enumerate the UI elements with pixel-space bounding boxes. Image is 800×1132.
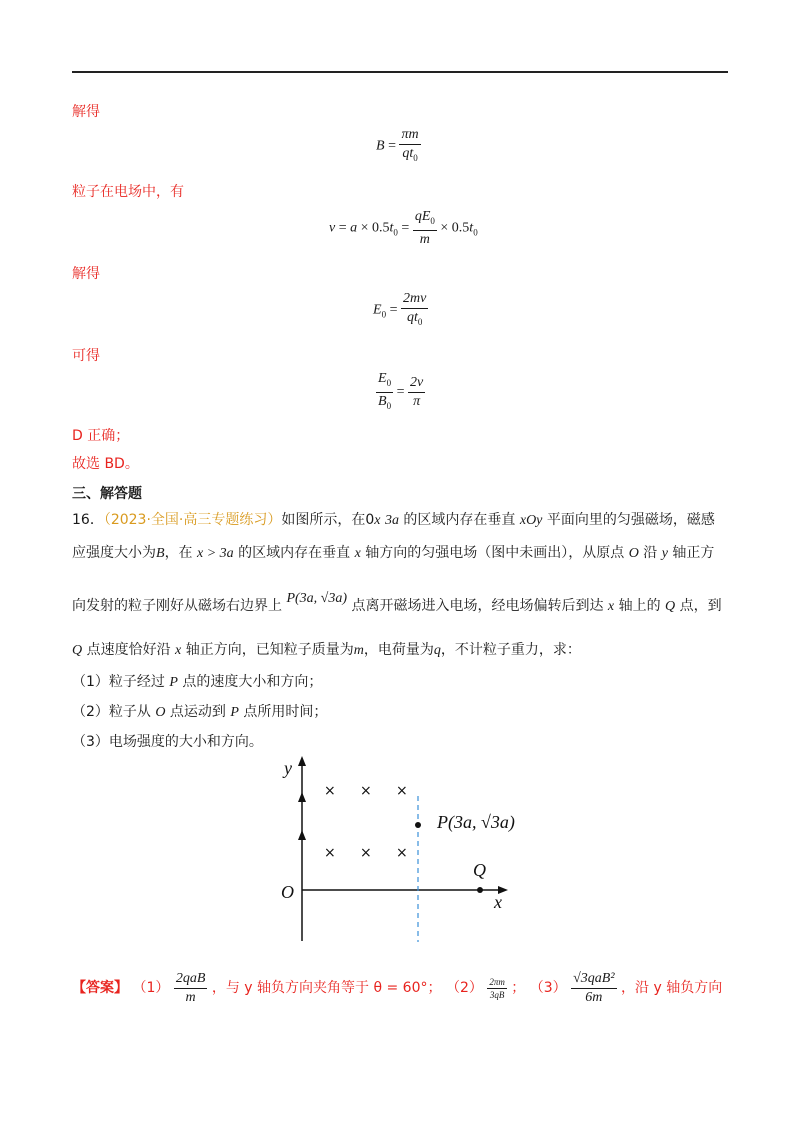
equation-velocity: $v = a \times 0.5t_0$ = $\frac{qE_0}{m}$ × $0.5t_0$ <box>329 209 478 247</box>
problem-line-2: 应强度大小为B，在 x > 3a 的区域内存在垂直 x 轴方向的匀强电场（图中未画出），从原点 O 沿 y 轴正方 <box>72 545 715 561</box>
x-axis-label: x <box>494 892 502 912</box>
field-cross: × <box>360 845 372 861</box>
question-3: （3）电场强度的大小和方向。 <box>72 734 263 750</box>
field-cross: × <box>324 845 336 861</box>
field-intro-text: 粒子在电场中，有 <box>72 184 184 200</box>
origin-label: O <box>281 882 294 902</box>
answer-3-fraction: $\frac{\text{√3qaB²}}{6m}$ <box>573 970 615 1005</box>
point-q-label: Q <box>473 860 486 880</box>
problem-line-3: 向发射的粒子刚好从磁场右边界上 P(3a, √3a) 点离开磁场进入电场，经电场偏转后到达 x 轴上的 Q 点，到 <box>72 591 722 614</box>
field-cross: × <box>360 783 372 799</box>
equation-e0: $E_0$ = $\frac{2mv}{qt_0}$ <box>373 291 427 327</box>
solve-label-1: 解得 <box>72 104 100 120</box>
field-cross: × <box>396 783 408 799</box>
answer-1-fraction: $\frac{\text{2qaB}}{m}$ <box>175 970 206 1005</box>
obtain-label: 可得 <box>72 348 100 364</box>
y-axis-label: y <box>284 758 292 778</box>
velocity-arrow-icon <box>298 792 306 802</box>
question-2: （2）粒子从 O 点运动到 P 点所用时间； <box>72 704 328 720</box>
answer-tag: 【答案】 <box>72 980 128 996</box>
y-axis-arrow-icon <box>298 756 306 766</box>
section-title: 三、解答题 <box>72 486 142 502</box>
point-q <box>477 887 483 893</box>
choose-text: 故选 BD。 <box>72 456 139 472</box>
field-cross: × <box>396 845 408 861</box>
problem-line-4: Q 点速度恰好沿 x 轴正方向，已知粒子质量为m，电荷量为q，不计粒子重力，求： <box>72 642 581 658</box>
question-1: （1）粒子经过 P 点的速度大小和方向； <box>72 674 323 690</box>
field-cross: × <box>324 783 336 799</box>
field-diagram <box>272 756 532 946</box>
point-p <box>415 822 421 828</box>
velocity-arrow-icon <box>298 830 306 840</box>
equation-ratio: $\frac{E_0}{B_0}$ = $\frac{2v}{\pi}$ <box>378 371 424 411</box>
problem-line-1: 16．（2023·全国·高三专题练习）如图所示，在0x 3a 的区域内存在垂直 xOy 平面向里的匀强磁场，磁感 <box>72 512 715 528</box>
answer-2-fraction: $\frac{2\pi m}{3qB}$ <box>489 976 505 1000</box>
problem-source: （2023·全国·高三专题练习） <box>103 512 282 528</box>
equation-b: B = $\frac{\pi m}{qt_0}$ <box>376 127 419 163</box>
solve-label-2: 解得 <box>72 266 100 282</box>
point-p-label: P(3a, √3a) <box>437 812 515 832</box>
answer-line: 【答案】 （1） $\frac{\text{2qaB}}{m}$ ，与 y 轴负方向夹角等于 θ = 60°； （2） $\frac{2\pi m}{3qB}$ ； （3） $\frac{\text{√3qaB²}}{6m}$ ，沿 y 轴负方向 <box>72 970 723 1005</box>
header-rule <box>72 71 728 73</box>
d-correct-text: D 正确； <box>72 428 130 444</box>
